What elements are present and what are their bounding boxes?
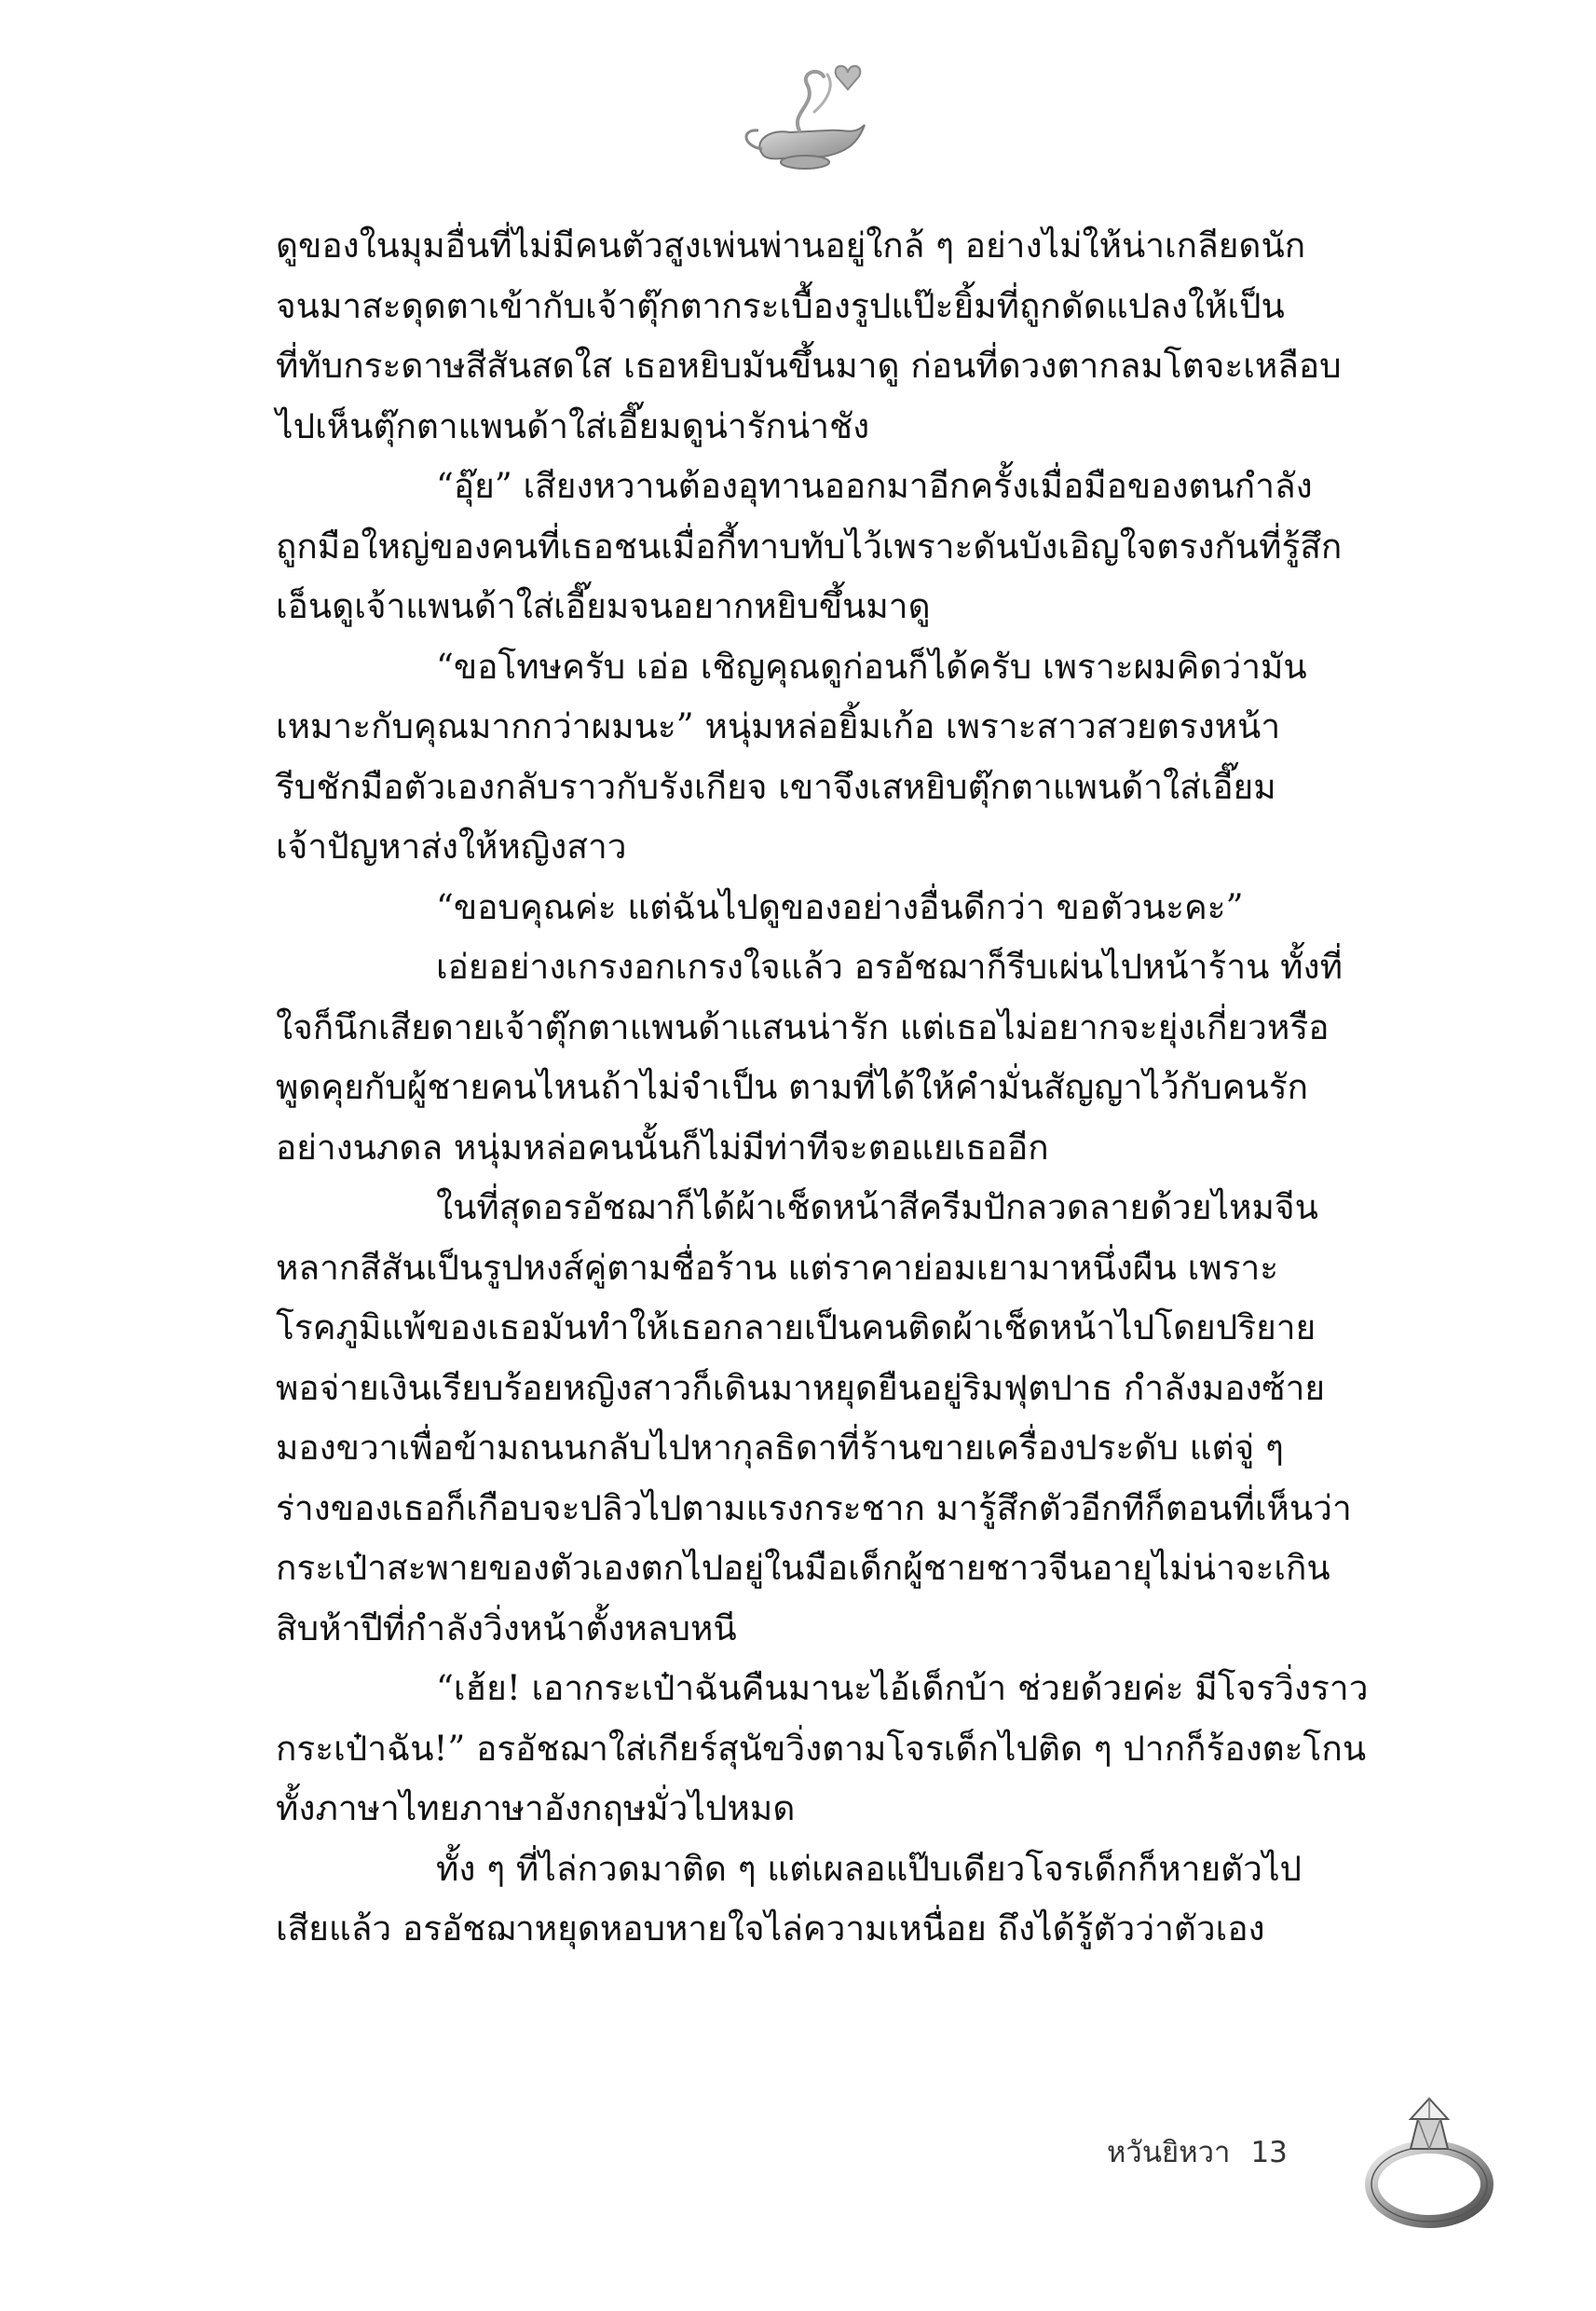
text-line: กระเป๋าฉัน!” อรอัชฌาใส่เกียร์สุนัขวิ่งตามโจรเด็กไปติด ๆ ปากก็ร้องตะโกน (276, 1728, 1367, 1769)
genie-lamp-icon (734, 56, 874, 186)
text-line: ดูของในมุมอื่นที่ไม่มีคนตัวสูงเพ่นพ่านอยู่ใกล้ ๆ อย่างไม่ให้น่าเกลียดนัก (276, 226, 1306, 266)
text-line: เสียแล้ว อรอัชฌาหยุดหอบหายใจไล่ความเหนื่อย ถึงได้รู้ตัวว่าตัวเอง (276, 1908, 1265, 1949)
text-line: พอจ่ายเงินเรียบร้อยหญิงสาวก็เดินมาหยุดยืนอยู่ริมฟุตปาธ กำลังมองซ้าย (276, 1367, 1326, 1408)
book-title: หวันยิหวา (1107, 2136, 1231, 2169)
text-line: ใจก็นึกเสียดายเจ้าตุ๊กตาแพนด้าแสนน่ารัก แต่เธอไม่อยากจะยุ่งเกี่ยวหรือ (276, 1006, 1330, 1047)
text-line: กระเป๋าสะพายของตัวเองตกไปอยู่ในมือเด็กผู้ชายชาวจีนอายุไม่น่าจะเกิน (276, 1548, 1330, 1588)
text-line: เหมาะกับคุณมากกว่าผมนะ” หนุ่มหล่อยิ้มเก้อ เพราะสาวสวยตรงหน้า (276, 706, 1281, 746)
text-line: สิบห้าปีที่กำลังวิ่งหน้าตั้งหลบหนี (276, 1607, 737, 1648)
text-line: ร่างของเธอก็เกือบจะปลิวไปตามแรงกระชาก มารู้สึกตัวอีกทีก็ตอนที่เห็นว่า (276, 1487, 1352, 1528)
text-line: “เฮ้ย! เอากระเป๋าฉันคืนมานะไอ้เด็กบ้า ช่วยด้วยค่ะ มีโจรวิ่งราว (436, 1668, 1369, 1708)
diamond-ring-icon (1362, 2082, 1502, 2240)
text-line: ทั้ง ๆ ที่ไล่กวดมาติด ๆ แต่เผลอแป๊บเดียวโจรเด็กก็หายตัวไป (436, 1848, 1303, 1889)
text-line: เจ้าปัญหาส่งให้หญิงสาว (276, 827, 627, 867)
text-line: ถูกมือใหญ่ของคนที่เธอชนเมื่อกี้ทาบทับไว้เพราะดันบังเอิญใจตรงกันที่รู้สึก (276, 526, 1343, 567)
text-line: โรคภูมิแพ้ของเธอมันทำให้เธอกลายเป็นคนติดผ้าเช็ดหน้าไปโดยปริยาย (276, 1307, 1316, 1347)
body-text (276, 216, 1412, 1960)
text-line: รีบชักมือตัวเองกลับราวกับรังเกียจ เขาจึงเสหยิบตุ๊กตาแพนด้าใส่เอี๊ยม (276, 766, 1276, 807)
text-line: “อุ๊ย” เสียงหวานต้องอุทานออกมาอีกครั้งเมื่อมือของตนกำลัง (436, 466, 1313, 506)
text-line: ที่ทับกระดาษสีสันสดใส เธอหยิบมันขึ้นมาดู ก่อนที่ดวงตากลมโตจะเหลือบ (276, 346, 1342, 386)
page-footer (1107, 2128, 1288, 2175)
text-line: ทั้งภาษาไทยภาษาอังกฤษมั่วไปหมด (276, 1788, 796, 1828)
text-line: “ขอโทษครับ เอ่อ เชิญคุณดูก่อนก็ได้ครับ เพราะผมคิดว่ามัน (436, 646, 1307, 687)
text-line: หลากสีสันเป็นรูปหงส์คู่ตามชื่อร้าน แต่ราคาย่อมเยามาหนึ่งผืน เพราะ (276, 1247, 1279, 1288)
text-line: เอ่ยอย่างเกรงอกเกรงใจแล้ว อรอัชฌาก็รีบเผ่นไปหน้าร้าน ทั้งที่ (436, 947, 1344, 987)
text-line: อย่างนภดล หนุ่มหล่อคนนั้นก็ไม่มีท่าทีจะตอแยเธออีก (276, 1127, 1049, 1168)
text-line: ไปเห็นตุ๊กตาแพนด้าใส่เอี๊ยมดูน่ารักน่าชัง (276, 405, 870, 446)
text-line: “ขอบคุณค่ะ แต่ฉันไปดูของอย่างอื่นดีกว่า ขอตัวนะคะ” (436, 886, 1244, 927)
text-line: จนมาสะดุดตาเข้ากับเจ้าตุ๊กตากระเบื้องรูปแป๊ะยิ้มที่ถูกดัดแปลงให้เป็น (276, 285, 1285, 326)
page-number: 13 (1250, 2136, 1288, 2169)
text-line: พูดคุยกับผู้ชายคนไหนถ้าไม่จำเป็น ตามที่ได้ให้คำมั่นสัญญาไว้กับคนรัก (276, 1067, 1309, 1107)
text-line: มองขวาเพื่อข้ามถนนกลับไปหากุลธิดาที่ร้านขายเครื่องประดับ แต่จู่ ๆ (276, 1428, 1284, 1468)
text-line: ในที่สุดอรอัชฌาก็ได้ผ้าเช็ดหน้าสีครีมปักลวดลายด้วยไหมจีน (436, 1187, 1318, 1227)
text-line: เอ็นดูเจ้าแพนด้าใส่เอี๊ยมจนอยากหยิบขึ้นมาดู (276, 586, 931, 626)
